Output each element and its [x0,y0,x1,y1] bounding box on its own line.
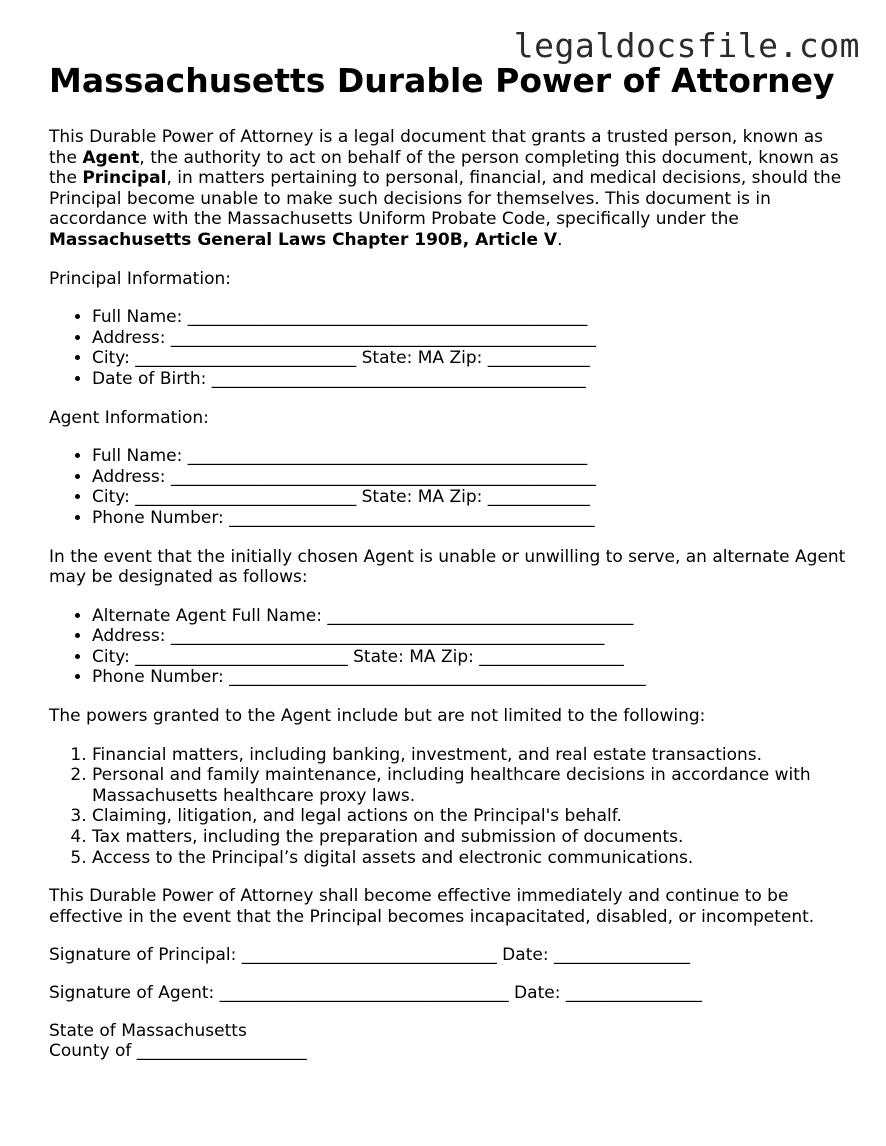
agent-heading: Agent Information: [49,407,209,428]
powers-heading: The powers granted to the Agent include but are not limited to the following: [49,706,706,727]
state-label: State of Massachusetts [49,1020,247,1041]
alternate-address-field[interactable]: • Address: ___________________________________________________ [92,626,849,647]
agent-address-field[interactable]: • Address: __________________________________________________ [92,467,849,488]
principal-heading: Principal Information: [49,268,231,289]
power-item: 4. Tax matters, including the preparation and submission of documents. [92,827,849,848]
principal-dob-field[interactable]: • Date of Birth: ____________________________________________ [92,369,849,390]
alternate-full-name-field[interactable]: • Alternate Agent Full Name: ____________________________________ [92,606,849,627]
document-body [49,60,849,1062]
principal-full-name-field[interactable]: • Full Name: _______________________________________________ [92,307,849,328]
principal-fields [49,307,849,389]
agent-city-state-zip-field[interactable]: • City: __________________________ State: MA Zip: ____________ [92,487,849,508]
principal-address-field[interactable]: • Address: __________________________________________________ [92,328,849,349]
intro-bold-law: Massachusetts General Laws Chapter 190B, Article V [49,229,558,250]
agent-phone-field[interactable]: • Phone Number: ___________________________________________ [92,508,849,529]
alternate-city-state-zip-field[interactable]: • City: _________________________ State: MA Zip: _________________ [92,647,849,668]
document-title: Massachusetts Durable Power of Attorney [49,61,835,100]
intro-text-1: This Durable Power of Attorney is a legal document that grants a trusted person, known as the [49,127,824,168]
intro-bold-agent: Agent [82,147,140,168]
power-item: 1. Financial matters, including banking, investment, and real estate transactions. [92,745,849,766]
intro-text-2: , the authority to act on behalf of the person completing this document, known as the [49,147,839,189]
agent-signature-line[interactable]: Signature of Agent: __________________________________ Date: ________________ [49,983,702,1003]
alternate-fields [49,606,849,688]
intro-paragraph [49,127,849,251]
agent-fields [49,446,849,528]
principal-signature-line[interactable]: Signature of Principal: ______________________________ Date: ________________ [49,945,690,966]
powers-list [49,745,849,869]
intro-text-3: , in matters pertaining to personal, financial, and medical decisions, should the Principal become unable to make such decisions for themselves. This document is in accordance with the Massachusetts Uniform Probate Code, specifically under the [49,168,842,230]
intro-bold-principal: Principal [82,168,167,189]
power-item: 2. Personal and family maintenance, including healthcare decisions in accordance with Massachusetts healthcare proxy laws. [92,765,849,806]
principal-city-state-zip-field[interactable]: • City: __________________________ State: MA Zip: ____________ [92,348,849,369]
intro-text-4: . [557,229,563,250]
watermark: legaldocsfile.com [513,26,860,65]
power-item: 3. Claiming, litigation, and legal actions on the Principal's behalf. [92,806,849,827]
county-field[interactable]: County of ____________________ [49,1041,307,1062]
effective-paragraph: This Durable Power of Attorney shall become effective immediately and continue to be effective in the event that the Principal becomes incapacitated, disabled, or incompetent. [49,886,815,927]
alternate-phone-field[interactable]: • Phone Number: _________________________________________________ [92,667,849,688]
agent-full-name-field[interactable]: • Full Name: _______________________________________________ [92,446,849,467]
power-item: 5. Access to the Principal’s digital assets and electronic communications. [92,848,849,869]
alternate-heading: In the event that the initially chosen Agent is unable or unwilling to serve, an alternate Agent may be designated as follows: [49,546,846,588]
